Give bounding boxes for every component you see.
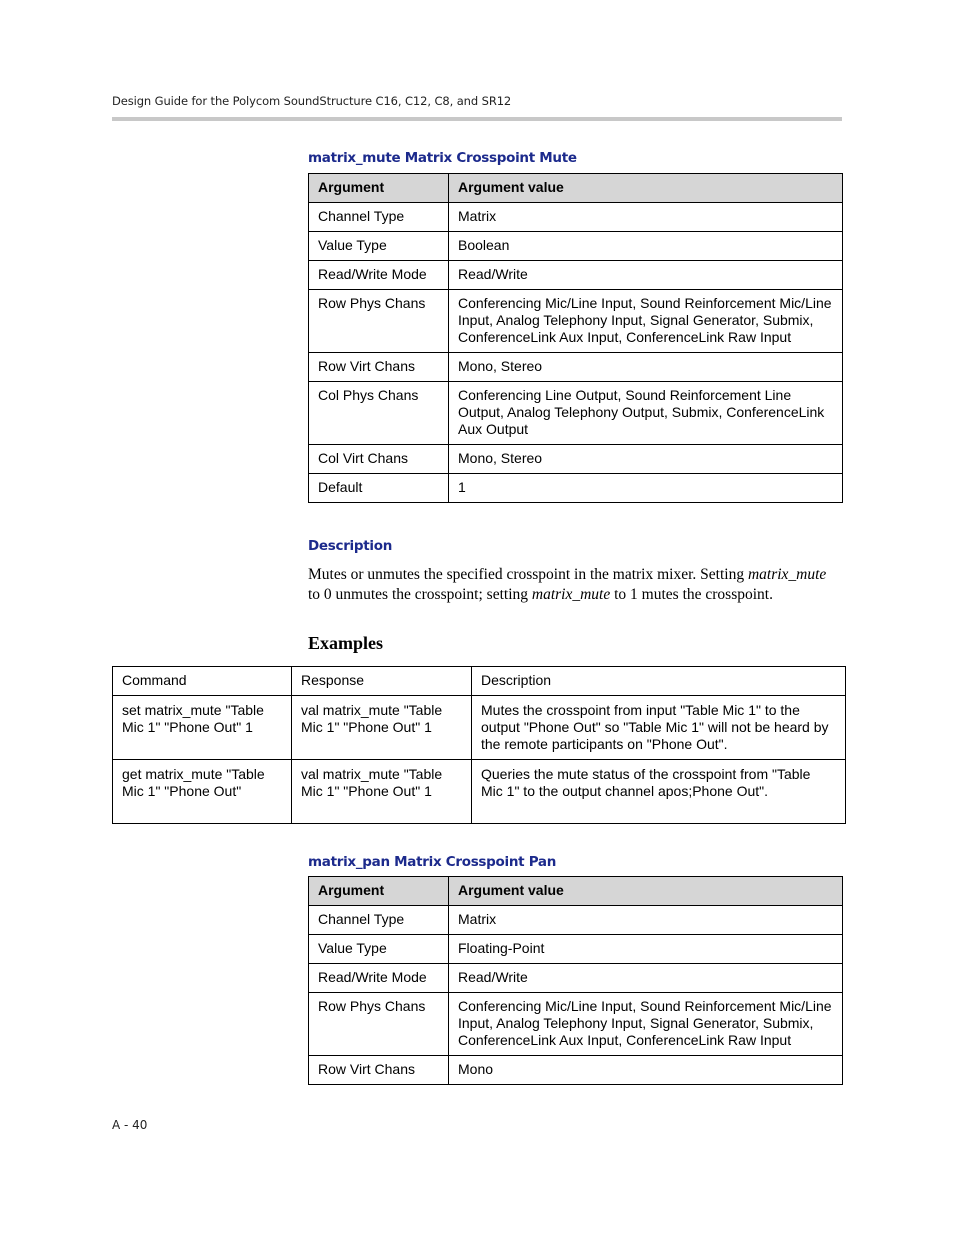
header-rule xyxy=(112,117,842,121)
table-row xyxy=(309,232,843,261)
argument-value-cell: Matrix xyxy=(449,203,843,232)
description-text: to 0 unmutes the crosspoint; setting xyxy=(308,585,532,603)
argument-cell: Row Virt Chans xyxy=(309,1056,449,1085)
argument-cell: Read/Write Mode xyxy=(309,261,449,290)
argument-value-cell: Conferencing Mic/Line Input, Sound Reinforcement Mic/Line Input, Analog Telephony Input, Signal Generator, Submix, ConferenceLink Aux Input, ConferenceLink Raw Input xyxy=(449,290,843,353)
table-row xyxy=(309,382,843,445)
argument-value-cell: Matrix xyxy=(449,906,843,935)
argument-value-cell: Floating-Point xyxy=(449,935,843,964)
table-row xyxy=(309,290,843,353)
argument-cell: Channel Type xyxy=(309,906,449,935)
table-row xyxy=(309,1056,843,1085)
examples-heading: Examples xyxy=(308,633,384,653)
table-header-row xyxy=(309,174,843,203)
mute-argument-table xyxy=(308,173,843,503)
table-row xyxy=(309,474,843,503)
argument-value-cell: 1 xyxy=(449,474,843,503)
column-header: Argument xyxy=(309,877,449,906)
argument-cell: Default xyxy=(309,474,449,503)
argument-value-cell: Boolean xyxy=(449,232,843,261)
parameter-name: matrix_mute xyxy=(747,566,827,583)
description-text: Mutes or unmutes the specified crosspoint in the matrix mixer. Setting xyxy=(308,566,748,583)
response-cell: val matrix_mute "Table Mic 1" "Phone Out" 1 xyxy=(292,760,472,824)
pan-argument-table xyxy=(308,876,843,1085)
argument-value-cell: Conferencing Mic/Line Input, Sound Reinforcement Mic/Line Input, Analog Telephony Input, Signal Generator, Submix, ConferenceLink Aux Input, ConferenceLink Raw Input xyxy=(449,993,843,1056)
running-header: Design Guide for the Polycom SoundStructure C16, C12, C8, and SR12 xyxy=(112,94,512,108)
argument-cell: Row Phys Chans xyxy=(309,993,449,1056)
examples-table xyxy=(112,666,846,824)
argument-cell: Value Type xyxy=(309,935,449,964)
table-row xyxy=(309,445,843,474)
table-row xyxy=(309,203,843,232)
argument-value-cell: Mono xyxy=(449,1056,843,1085)
parameter-name: matrix_mute xyxy=(531,585,611,603)
argument-cell: Row Phys Chans xyxy=(309,290,449,353)
description-text: to 1 mutes the crosspoint. xyxy=(610,585,773,603)
argument-value-cell: Mono, Stereo xyxy=(449,445,843,474)
argument-cell: Row Virt Chans xyxy=(309,353,449,382)
mute-section-title: matrix_mute Matrix Crosspoint Mute xyxy=(308,150,577,166)
column-header: Argument value xyxy=(449,174,843,203)
argument-value-cell: Read/Write xyxy=(449,964,843,993)
table-row xyxy=(113,760,846,824)
pan-section-title: matrix_pan Matrix Crosspoint Pan xyxy=(308,854,557,870)
column-header: Argument value xyxy=(449,877,843,906)
table-header-row xyxy=(309,877,843,906)
argument-cell: Value Type xyxy=(309,232,449,261)
description-title: Description xyxy=(308,538,393,554)
table-row xyxy=(309,964,843,993)
column-header: Argument xyxy=(309,174,449,203)
table-row xyxy=(113,696,846,760)
column-header: Response xyxy=(292,667,472,696)
argument-cell: Col Phys Chans xyxy=(309,382,449,445)
page-number: A - 40 xyxy=(112,1118,148,1132)
table-row xyxy=(309,993,843,1056)
table-header-row xyxy=(113,667,846,696)
description-cell: Queries the mute status of the crosspoint from "Table Mic 1" to the output channel apos;Phone Out". xyxy=(472,760,846,824)
column-header: Description xyxy=(472,667,846,696)
argument-value-cell: Conferencing Line Output, Sound Reinforcement Line Output, Analog Telephony Output, Submix, ConferenceLink Aux Output xyxy=(449,382,843,445)
argument-cell: Read/Write Mode xyxy=(309,964,449,993)
response-cell: val matrix_mute "Table Mic 1" "Phone Out" 1 xyxy=(292,696,472,760)
argument-cell: Col Virt Chans xyxy=(309,445,449,474)
description-paragraph xyxy=(308,565,838,604)
argument-value-cell: Mono, Stereo xyxy=(449,353,843,382)
command-cell: get matrix_mute "Table Mic 1" "Phone Out" xyxy=(113,760,292,824)
column-header: Command xyxy=(113,667,292,696)
table-row xyxy=(309,935,843,964)
command-cell: set matrix_mute "Table Mic 1" "Phone Out" 1 xyxy=(113,696,292,760)
argument-cell: Channel Type xyxy=(309,203,449,232)
table-row xyxy=(309,353,843,382)
table-row xyxy=(309,261,843,290)
description-cell: Mutes the crosspoint from input "Table Mic 1" to the output "Phone Out" so "Table Mic 1" will not be heard by the remote participants on "Phone Out". xyxy=(472,696,846,760)
table-row xyxy=(309,906,843,935)
argument-value-cell: Read/Write xyxy=(449,261,843,290)
